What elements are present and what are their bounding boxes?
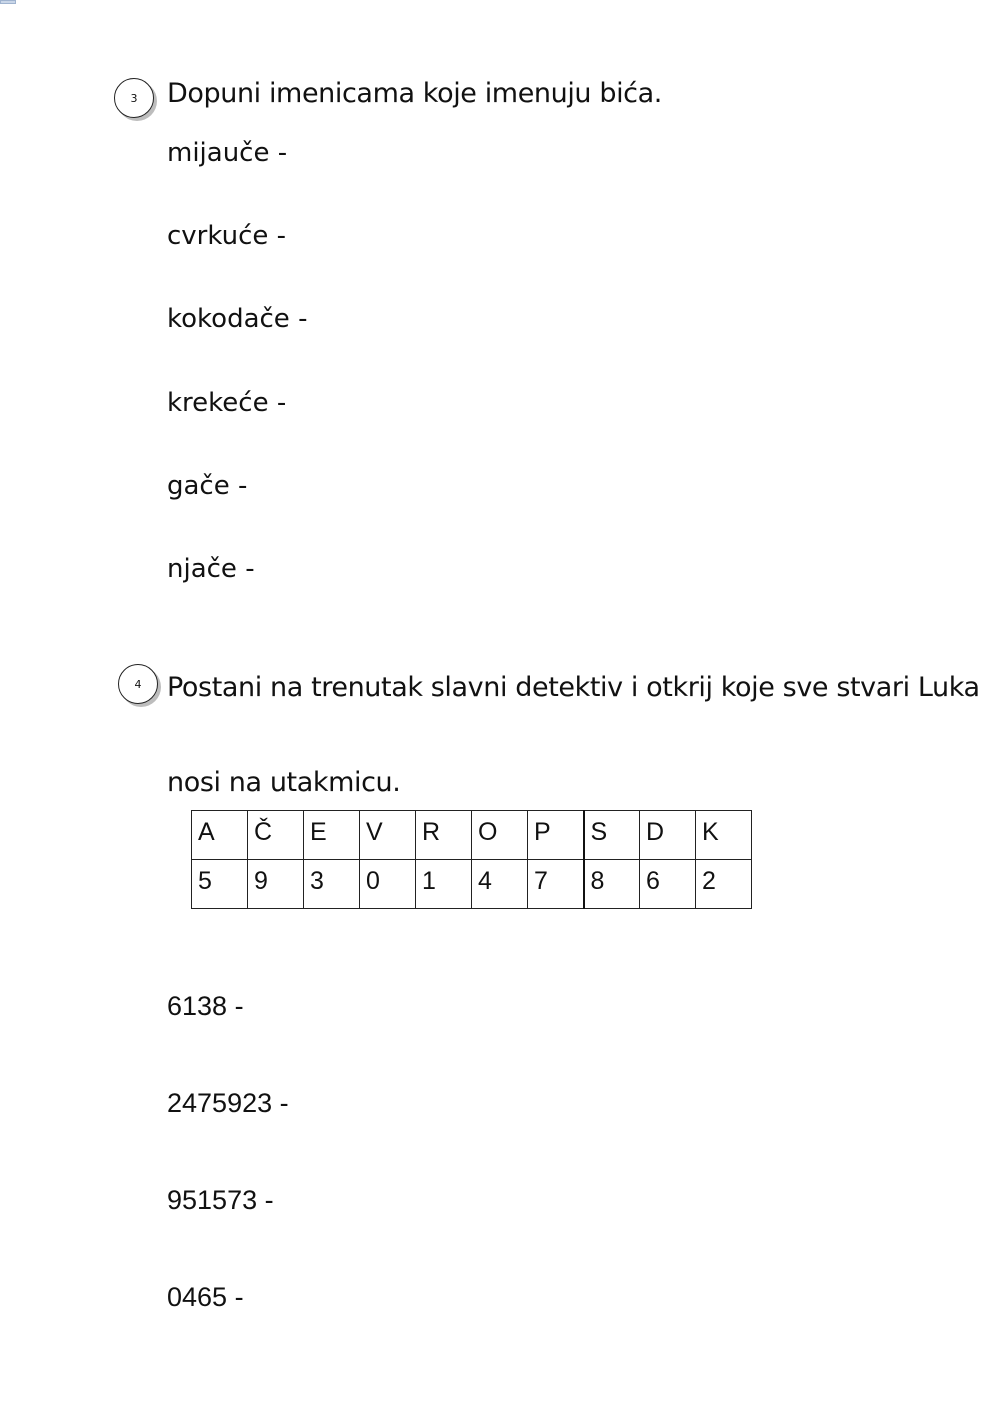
cipher-letters-row — [192, 811, 752, 860]
cipher-letter: Č — [248, 811, 304, 860]
cipher-digit: 6 — [640, 860, 696, 909]
cipher-digit: 4 — [472, 860, 528, 909]
cipher-letter: A — [192, 811, 248, 860]
task-3-item-4: krekeće - — [167, 388, 287, 418]
task-4-title-line-1: Postani na trenutak slavni detektiv i otkrij koje sve stvari Luka — [167, 672, 980, 703]
task-3-item-2: cvrkuće - — [167, 221, 287, 251]
cipher-letter: D — [640, 811, 696, 860]
cipher-letter: K — [696, 811, 752, 860]
code-item-4: 0465 - — [167, 1282, 244, 1312]
cipher-table — [191, 810, 752, 909]
code-item-2: 2475923 - — [167, 1088, 289, 1118]
cipher-digit: 2 — [696, 860, 752, 909]
code-item-1: 6138 - — [167, 991, 244, 1021]
task-3-item-3: kokodače - — [167, 304, 308, 334]
cipher-letter: V — [360, 811, 416, 860]
code-item-3: 951573 - — [167, 1185, 274, 1215]
cipher-letter: P — [528, 811, 584, 860]
task-3-title: Dopuni imenicama koje imenuju bića. — [167, 78, 662, 109]
task-number-3: 3 — [114, 78, 154, 118]
task-3-item-6: njače - — [167, 554, 255, 584]
corner-mark — [0, 0, 16, 4]
cipher-digit: 3 — [304, 860, 360, 909]
cipher-digit: 0 — [360, 860, 416, 909]
task-number-4: 4 — [118, 664, 158, 704]
task-4-title-line-2: nosi na utakmicu. — [167, 767, 401, 798]
task-3-item-1: mijauče - — [167, 138, 288, 168]
cipher-letter: R — [416, 811, 472, 860]
cipher-letter: O — [472, 811, 528, 860]
task-3-item-5: gače - — [167, 471, 248, 501]
cipher-digit: 9 — [248, 860, 304, 909]
cipher-digit: 7 — [528, 860, 584, 909]
cipher-letter: S — [584, 811, 640, 860]
cipher-digit: 1 — [416, 860, 472, 909]
cipher-digit: 5 — [192, 860, 248, 909]
cipher-digits-row — [192, 860, 752, 909]
cipher-letter: E — [304, 811, 360, 860]
cipher-digit: 8 — [584, 860, 640, 909]
